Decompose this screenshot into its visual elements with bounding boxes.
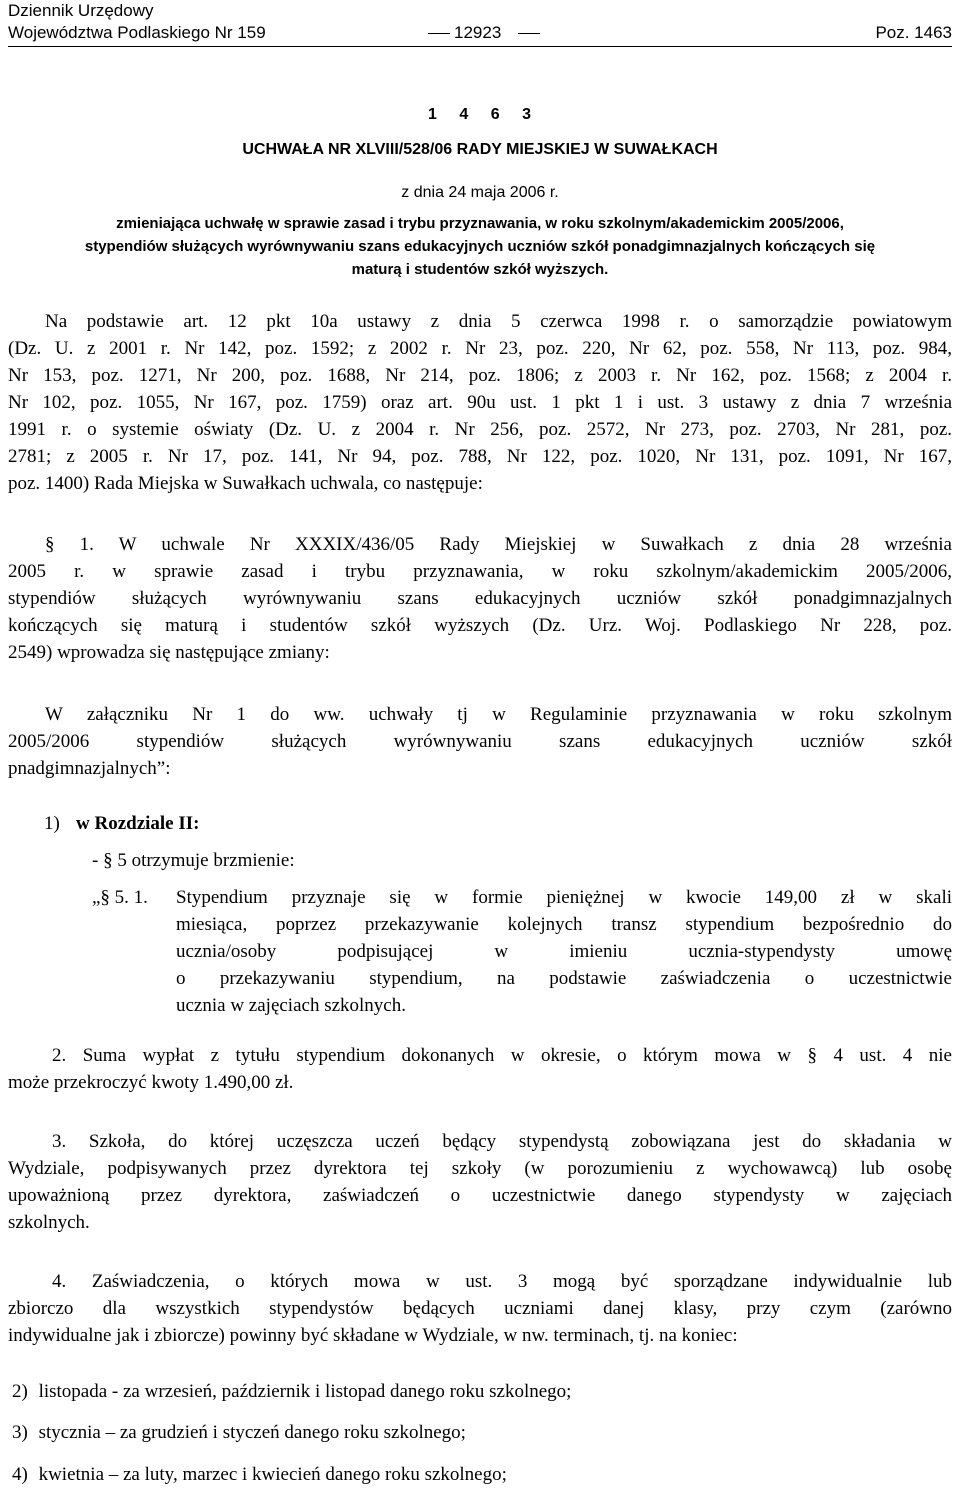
preamble xyxy=(8,308,952,497)
paragraph-1-line: stypendiów służących wyrównywaniu szans edukacyjnych uczniów szkół ponadgimnazjalnych xyxy=(8,588,952,609)
subsection-2 xyxy=(8,1042,952,1096)
header-rule xyxy=(8,46,952,47)
subsection-3-line: 3. Szkoła, do której uczęszcza uczeń będący stypendystą zobowiązana jest do składania w xyxy=(52,1131,952,1152)
subsection-2-line: może przekroczyć kwoty 1.490,00 zł. xyxy=(8,1072,294,1093)
annex-line: pnadgimnazjalnych”: xyxy=(8,758,171,779)
preamble-line: (Dz. U. z 2001 r. Nr 142, poz. 1592; z 2002 r. Nr 23, poz. 220, Nr 62, poz. 558, Nr 113, poz. 984, xyxy=(8,338,952,359)
list-item xyxy=(12,1378,571,1405)
list-item xyxy=(12,1461,507,1488)
section-5-line: miesiąca, poprzez przekazywanie kolejnych transz stypendium bezpośrednio do xyxy=(176,914,952,935)
subsection-4-line: 4. Zaświadczenia, o których mowa w ust. 3 mogą być sporządzane indywidualnie lub xyxy=(52,1271,952,1292)
subsection-4-line: indywidualne jak i zbiorcze) powinny być składane w Wydziale, w nw. terminach, tj. na koniec: xyxy=(8,1325,738,1346)
preamble-line: Na podstawie art. 12 pkt 10a ustawy z dnia 5 czerwca 1998 r. o samorządzie powiatowym xyxy=(45,311,952,332)
section-5-quote-start: „§ 5. 1. xyxy=(92,887,148,908)
list-item-text: stycznia – za grudzień i styczeń danego roku szkolnego; xyxy=(38,1422,466,1443)
resolution-title: UCHWAŁA NR XLVIII/528/06 RADY MIEJSKIEJ W SUWAŁKACH xyxy=(242,141,718,158)
resolution-date: z dnia 24 maja 2006 r. xyxy=(401,184,559,201)
list-item-text: listopada - za wrzesień, październik i listopad danego roku szkolnego; xyxy=(38,1381,572,1402)
paragraph-1-line: § 1. W uchwale Nr XXXIX/436/05 Rady Miejskiej w Suwałkach z dnia 28 września xyxy=(45,534,952,555)
section-5-line: o przekazywaniu stypendium, na podstawie zaświadczenia o uczestnictwie xyxy=(176,968,952,989)
publication-title-line2: Województwa Podlaskiego Nr 159 xyxy=(8,23,266,42)
publication-title-line1: Dziennik Urzędowy xyxy=(8,1,154,20)
preamble-line: Nr 153, poz. 1271, Nr 200, poz. 1688, Nr 214, poz. 1806; z 2003 r. Nr 162, poz. 1568; z 2004 r. xyxy=(8,365,952,386)
subsection-3-line: Wydziale, podpisywanych przez dyrektora tej szkoły (w porozumieniu z wychowawcą) lub osobę xyxy=(8,1158,952,1179)
position-number: Poz. 1463 xyxy=(875,23,952,42)
list-item-label: 3) xyxy=(12,1422,28,1443)
subsection-2-line: 2. Suma wypłat z tytułu stypendium dokonanych w okresie, o którym mowa w § 4 ust. 4 nie xyxy=(52,1045,952,1066)
item-number: 1 4 6 3 xyxy=(428,106,532,123)
subsection-3 xyxy=(8,1128,952,1236)
section-5-intro: - § 5 otrzymuje brzmienie: xyxy=(92,850,295,871)
list-item-label: 2) xyxy=(12,1381,28,1402)
resolution-subject xyxy=(8,212,952,281)
subsection-4-line: zbiorczo dla wszystkich stypendystów będących uczniami danej klasy, przy czym (zarówno xyxy=(8,1298,952,1319)
preamble-line: Nr 102, poz. 1055, Nr 167, poz. 1759) oraz art. 90u ust. 1 pkt 1 i ust. 3 ustawy z dnia 7 września xyxy=(8,392,952,413)
preamble-line: 1991 r. o systemie oświaty (Dz. U. z 2004 r. Nr 256, poz. 2572, Nr 273, poz. 2703, Nr 281, poz. xyxy=(8,419,952,440)
point-1-label: 1) xyxy=(44,813,60,834)
page-number-rule-right xyxy=(518,33,540,34)
subsection-3-line: szkolnych. xyxy=(8,1212,90,1233)
annex-line: 2005/2006 stypendiów służących wyrównywaniu szans edukacyjnych uczniów szkół xyxy=(8,731,952,752)
page-number: 12923 xyxy=(454,23,502,42)
subsection-4 xyxy=(8,1268,952,1349)
paragraph-1-line: 2005 r. w sprawie zasad i trybu przyznawania, w roku szkolnym/akademickim 2005/2006, xyxy=(8,561,952,582)
section-5-line: Stypendium przyznaje się w formie pieniężnej w kwocie 149,00 zł w skali xyxy=(176,887,952,908)
list-item-label: 4) xyxy=(12,1464,28,1485)
annex-intro xyxy=(8,701,952,782)
section-5-body xyxy=(176,884,952,1019)
section-5-line: ucznia w zajęciach szkolnych. xyxy=(176,995,406,1016)
subject-line: maturą i studentów szkół wyższych. xyxy=(351,261,609,278)
paragraph-1-line: 2549) wprowadza się następujące zmiany: xyxy=(8,642,330,663)
section-5-line: ucznia/osoby podpisującej w imieniu ucznia-stypendysty umowę xyxy=(176,941,952,962)
list-item-text: kwietnia – za luty, marzec i kwiecień danego roku szkolnego; xyxy=(38,1464,507,1485)
list-item xyxy=(12,1419,466,1446)
page-number-rule-left xyxy=(428,33,450,34)
subsection-3-line: upoważnioną przez dyrektora, zaświadczeń o uczestnictwie danego stypendysty w zajęciach xyxy=(8,1185,952,1206)
subject-line: zmieniająca uchwałę w sprawie zasad i trybu przyznawania, w roku szkolnym/akademickim 2005/2006, xyxy=(116,215,844,232)
subject-line: stypendiów służących wyrównywaniu szans edukacyjnych uczniów szkół ponadgimnazjalnych kończących się xyxy=(84,238,876,255)
paragraph-1-line: kończących się maturą i studentów szkół wyższych (Dz. Urz. Woj. Podlaskiego Nr 228, poz. xyxy=(8,615,952,636)
paragraph-1 xyxy=(8,531,952,666)
preamble-line: 2781; z 2005 r. Nr 17, poz. 141, Nr 94, poz. 788, Nr 122, poz. 1020, Nr 131, poz. 1091, Nr 167, xyxy=(8,446,952,467)
preamble-line: poz. 1400) Rada Miejska w Suwałkach uchwala, co następuje: xyxy=(8,473,483,494)
annex-line: W załączniku Nr 1 do ww. uchwały tj w Regulaminie przyznawania w roku szkolnym xyxy=(45,704,952,725)
point-1-text: w Rozdziale II: xyxy=(76,813,200,834)
